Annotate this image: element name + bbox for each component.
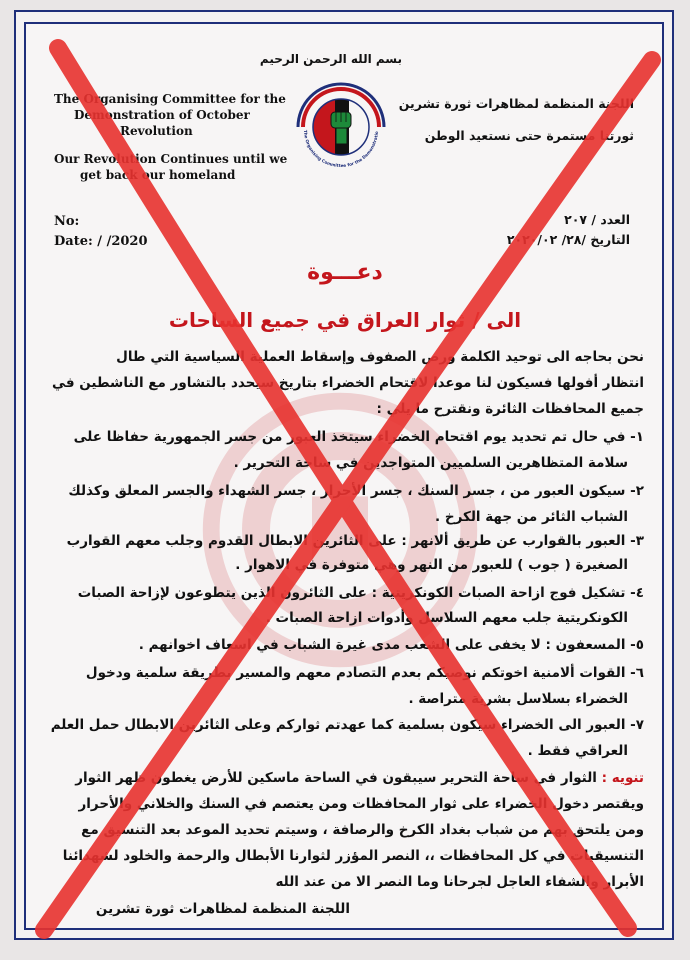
- item-3-line-1: ٣- العبور بالقوارب عن طريق ألانهر : على الثائرين الابطال القدوم وجلب معهم القوارب: [66, 533, 644, 549]
- en-motto-line-2: get back our homeland: [80, 168, 236, 182]
- ar-number: العدد / ٢٠٧: [564, 212, 630, 227]
- en-org-line-1: The Organising Committee for the: [54, 92, 286, 106]
- en-org-line-2: Demonstration of October: [74, 108, 250, 122]
- item-4-line-2: الكونكريتية جلب معهم السلاسل وأدوات ازاحة الصبات .: [265, 610, 628, 626]
- intro-line-3: جميع المحافظات الثائرة ونقترح ما يلي :: [376, 401, 644, 417]
- item-6-line-2: الخضراء بسلاسل بشرية متراصة .: [408, 691, 628, 707]
- item-7-line-1: ٧- العبور الى الخضراء سيكون بسلمية كما عهدتم ثواركم وعلى الثائرين الابطال حمل العلم: [50, 717, 644, 733]
- item-3-line-2: الصغيرة ( جوب ) للعبور من النهر وهي متوفرة في الاهوار .: [235, 557, 628, 573]
- document-title: دعـــوة: [307, 260, 383, 285]
- document-subtitle: الى / ثوار العراق في جميع الساحات: [168, 308, 522, 332]
- ar-org-name: اللجنة المنظمة لمظاهرات ثورة تشرين: [398, 96, 634, 111]
- intro-line-2: انتظار أفولها فسيكون لنا موعدا لاقتحام الخضراء بتاريخ سيحدد بالتشاور مع الناشطين في: [52, 375, 644, 391]
- intro-line-1: نحن بحاجه الى توحيد الكلمة ورص الصفوف وإسقاط العملية السياسية التي طال: [116, 349, 644, 365]
- item-1-line-2: سلامة المتظاهرين السلميين المتواجدين في ساحة التحرير .: [233, 455, 628, 471]
- ar-date: التاريخ /٢٨/ ٢٠٢٠/٠٢: [506, 232, 630, 247]
- item-7-line-2: العراقي فقط .: [527, 743, 628, 759]
- note-line-3: ومن يلتحق بهم من شباب بغداد الكرخ والرصافة ، وسيتم تحديد الموعد بعد التنسيق مع: [81, 822, 644, 838]
- en-motto-line-1: Our Revolution Continues until we: [54, 152, 288, 166]
- note-line-1: [75, 765, 644, 791]
- en-date-label: Date: / /2020: [54, 234, 148, 249]
- item-1-line-1: ١- في حال تم تحديد يوم اقتحام الخضراء سيتخذ العبور من جسر الجمهورية حفاظا على: [73, 429, 644, 445]
- signature: اللجنة المنظمة لمظاهرات ثورة تشرين: [95, 901, 350, 917]
- ar-motto: ثورتنا مستمرة حتى نستعيد الوطن: [424, 128, 634, 143]
- en-number-label: No:: [54, 214, 80, 229]
- note-line-5: الأبرار والشفاء العاجل لجرحانا وما النصر الا من عند الله: [275, 874, 644, 890]
- item-5-line-1: ٥- المسعفون : لا يخفى على الشعب مدى غيرة الشباب في اسعاف اخوانهم .: [138, 637, 644, 653]
- note-line-4: التنسيقيات في كل المحافظات ،، النصر المؤزر لثوارنا الأبطال والرحمة والخلود لشهدائنا: [62, 848, 644, 864]
- basmala: بسم الله الرحمن الرحيم: [259, 52, 402, 66]
- item-6-line-1: ٦- القوات ألامنية اخوتكم نوصيكم بعدم التصادم معهم والمسير بطريقة سلمية ودخول: [85, 665, 644, 681]
- committee-logo-icon: [286, 72, 396, 182]
- note-line-1-text: الثوار في ساحة التحرير سيبقون في الساحة ماسكين للأرض يغطون ظهر الثوار: [75, 770, 597, 786]
- item-2-line-2: الشباب الثائر من جهة الكرخ .: [435, 509, 628, 525]
- note-label: تنويه :: [601, 770, 644, 786]
- item-2-line-1: ٢- سيكون العبور من ، جسر السنك ، جسر الأحرار ، جسر الشهداء والجسر المعلق وكذلك: [68, 483, 644, 499]
- note-line-2: ويقتصر دخول الخضراء على ثوار المحافظات ومن يعتصم في السنك والخلاني والأحرار: [78, 796, 644, 812]
- item-4-line-1: ٤- تشكيل فوج ازاحة الصبات الكونكريتية : على الثائرون الذين يتطوعون لإزاحة الصبات: [77, 585, 644, 601]
- en-org-line-3: Revolution: [120, 124, 193, 138]
- logo-ring-text: The Organising Committee for the Demonstratio: [302, 129, 380, 169]
